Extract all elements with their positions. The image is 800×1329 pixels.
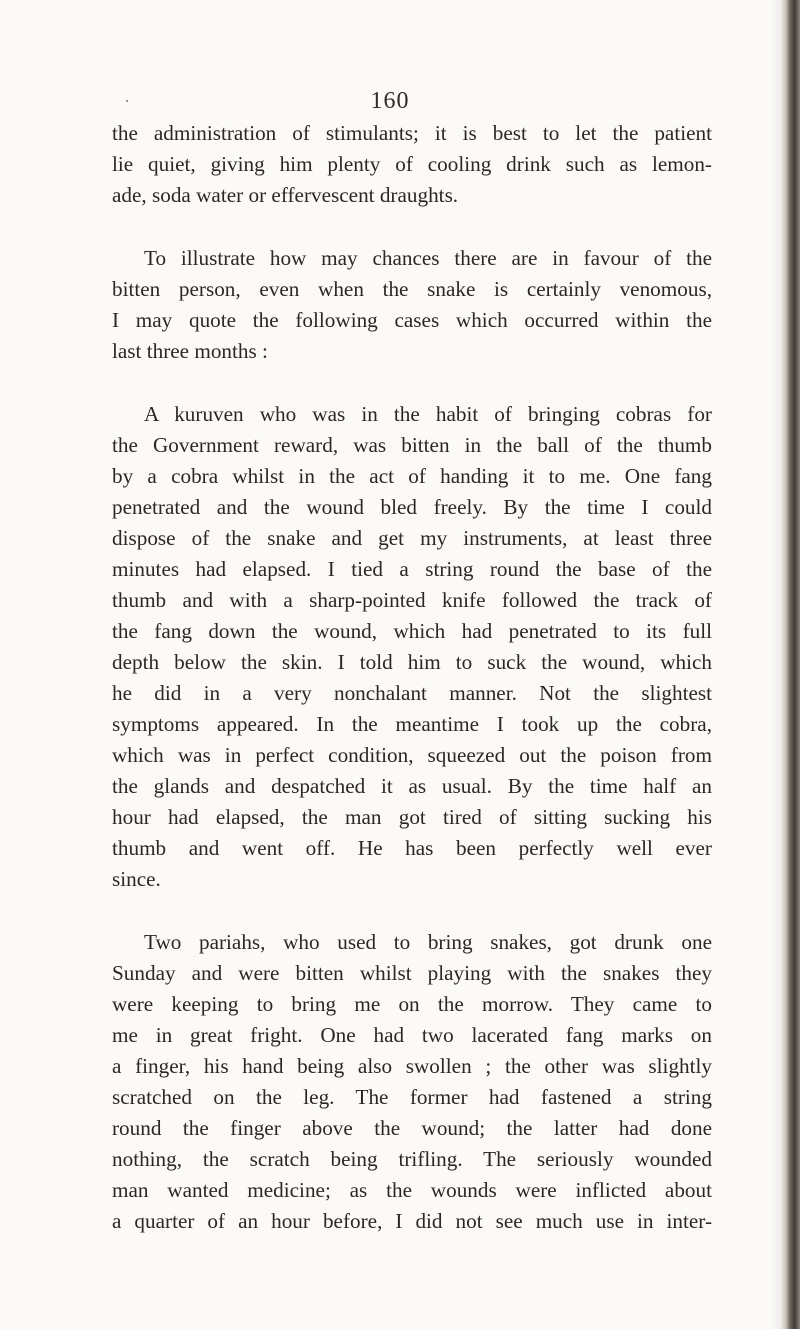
text-line: depth below the skin. I told him to suck the wound, which <box>112 650 712 674</box>
text-line: A kuruven who was in the habit of bringing cobras for <box>144 402 712 426</box>
text-line: were keeping to bring me on the morrow. They came to <box>112 992 712 1016</box>
paragraph-4 <box>112 927 712 1237</box>
text-line: minutes had elapsed. I tied a string round the base of the <box>112 557 712 581</box>
text-line: the glands and despatched it as usual. By the time half an <box>112 774 712 798</box>
text-line: hour had elapsed, the man got tired of sitting sucking his <box>112 805 712 829</box>
text-line: the Government reward, was bitten in the ball of the thumb <box>112 433 712 457</box>
text-line: bitten person, even when the snake is certainly venomous, <box>112 277 712 301</box>
text-line: Sunday and were bitten whilst playing with the snakes they <box>112 961 712 985</box>
text-line: since. <box>112 867 161 891</box>
text-line: a quarter of an hour before, I did not see much use in inter- <box>112 1209 712 1233</box>
body-text <box>112 118 712 1269</box>
text-line: ade, soda water or effervescent draughts. <box>112 183 459 207</box>
text-line: round the finger above the wound; the latter had done <box>112 1116 712 1140</box>
page-number: 160 <box>370 88 410 114</box>
text-line: a finger, his hand being also swollen ; the other was slightly <box>112 1054 712 1078</box>
text-line: which was in perfect condition, squeezed out the poison from <box>112 743 712 767</box>
text-line: last three months : <box>112 339 268 363</box>
text-line: the fang down the wound, which had penetrated to its full <box>112 619 712 643</box>
text-line: thumb and went off. He has been perfectly well ever <box>112 836 712 860</box>
text-line: by a cobra whilst in the act of handing it to me. One fang <box>112 464 712 488</box>
paragraph-2 <box>112 243 712 367</box>
text-line: scratched on the leg. The former had fastened a string <box>112 1085 712 1109</box>
text-line: lie quiet, giving him plenty of cooling drink such as lemon- <box>112 152 712 176</box>
paragraph-1 <box>112 118 712 211</box>
text-line: penetrated and the wound bled freely. By the time I could <box>112 495 712 519</box>
text-line: dispose of the snake and get my instruments, at least three <box>112 526 712 550</box>
paragraph-3 <box>112 399 712 895</box>
text-line: I may quote the following cases which occurred within the <box>112 308 712 332</box>
text-line: Two pariahs, who used to bring snakes, got drunk one <box>144 930 712 954</box>
binding-shadow <box>770 0 782 1329</box>
text-line: symptoms appeared. In the meantime I took up the cobra, <box>112 712 712 736</box>
text-line: me in great fright. One had two lacerated fang marks on <box>112 1023 712 1047</box>
text-line: he did in a very nonchalant manner. Not the slightest <box>112 681 712 705</box>
text-line: man wanted medicine; as the wounds were inflicted about <box>112 1178 712 1202</box>
text-line: nothing, the scratch being trifling. The seriously wounded <box>112 1147 712 1171</box>
text-line: thumb and with a sharp-pointed knife followed the track of <box>112 588 712 612</box>
text-line: To illustrate how may chances there are in favour of the <box>144 246 712 270</box>
book-binding-edge <box>782 0 800 1329</box>
text-line: the administration of stimulants; it is best to let the patient <box>112 121 712 145</box>
